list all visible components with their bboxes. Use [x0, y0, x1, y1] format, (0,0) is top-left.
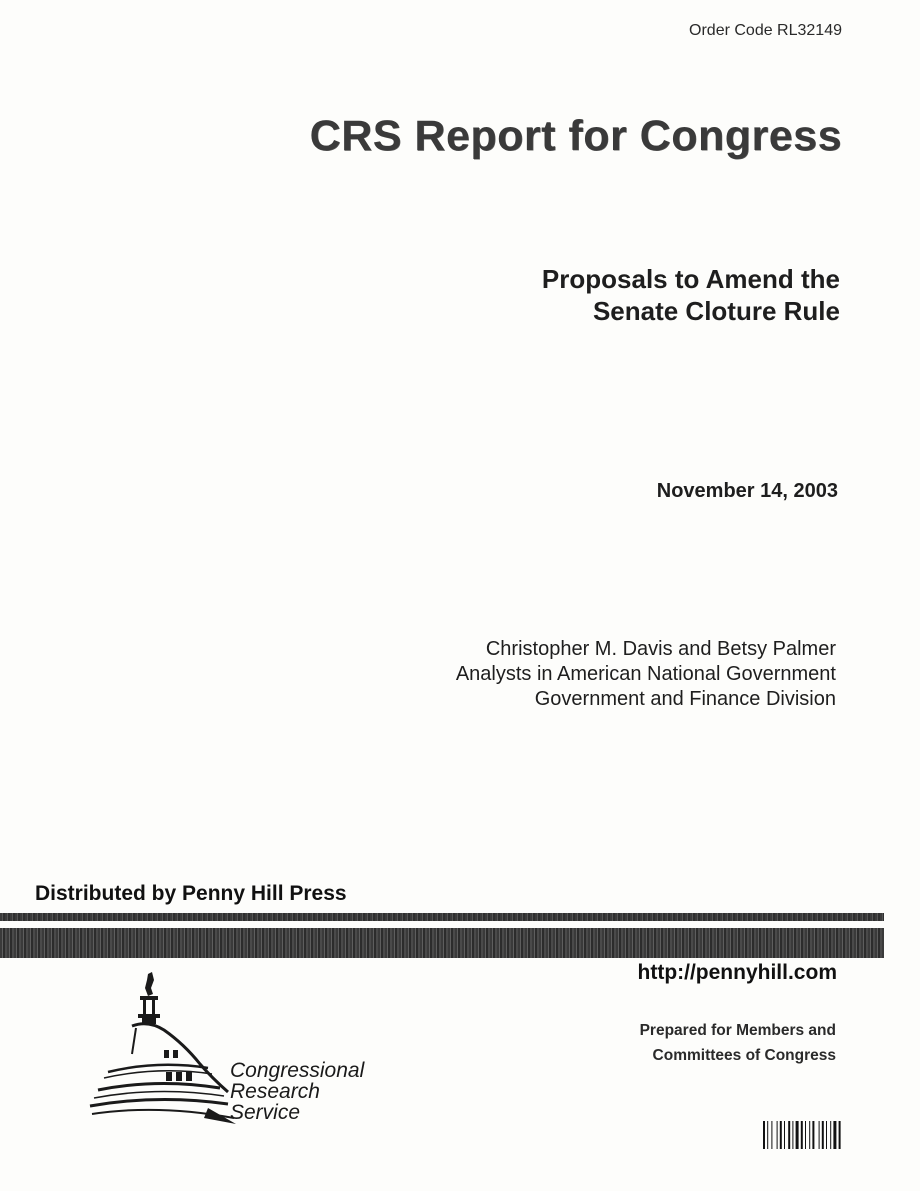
barcode-bar: [784, 1121, 785, 1149]
prepared-for-line-2: Committees of Congress: [652, 1047, 836, 1064]
crs-logo-text: [230, 1060, 364, 1123]
barcode-bar: [819, 1121, 820, 1149]
barcode-bar: [812, 1121, 814, 1149]
author-division: Government and Finance Division: [534, 688, 836, 710]
barcode-bar: [805, 1121, 806, 1149]
document-date: November 14, 2003: [656, 480, 838, 502]
barcode-bar: [777, 1121, 778, 1149]
website-link[interactable]: http://pennyhill.com: [637, 961, 837, 984]
report-title: CRS Report for Congress: [309, 112, 842, 160]
barcode-bar: [822, 1121, 824, 1149]
barcode-bar: [780, 1121, 782, 1149]
divider-band-thin: [0, 913, 884, 921]
logo-line-research: Research: [230, 1080, 320, 1103]
prepared-for-line-1: Prepared for Members and: [639, 1022, 836, 1039]
distributed-by: Distributed by Penny Hill Press: [35, 882, 347, 905]
barcode-bar: [809, 1121, 810, 1149]
capitol-dome-icon: [88, 968, 238, 1128]
barcode: [763, 1121, 859, 1149]
barcode-bar: [833, 1121, 836, 1149]
barcode-bar: [801, 1121, 803, 1149]
divider-band-thick: [0, 928, 884, 958]
logo-line-congressional: Congressional: [230, 1059, 365, 1082]
barcode-bar: [826, 1121, 827, 1149]
author-position: Analysts in American National Government: [455, 663, 836, 685]
order-code: Order Code RL32149: [689, 22, 842, 39]
logo-line-service: Service: [230, 1101, 301, 1124]
barcode-bar: [839, 1121, 841, 1149]
document-title: [542, 263, 840, 327]
barcode-bar: [763, 1121, 765, 1149]
document-title-line-1: Proposals to Amend the: [541, 264, 840, 294]
barcode-bar: [771, 1121, 772, 1149]
prepared-for: [640, 1018, 836, 1068]
barcode-bar: [792, 1121, 793, 1149]
author-block: [456, 637, 836, 712]
barcode-bar: [796, 1121, 799, 1149]
author-names: Christopher M. Davis and Betsy Palmer: [485, 638, 836, 660]
barcode-bar: [767, 1121, 768, 1149]
barcode-bar: [830, 1121, 831, 1149]
document-title-line-2: Senate Cloture Rule: [592, 296, 840, 326]
barcode-bar: [788, 1121, 790, 1149]
